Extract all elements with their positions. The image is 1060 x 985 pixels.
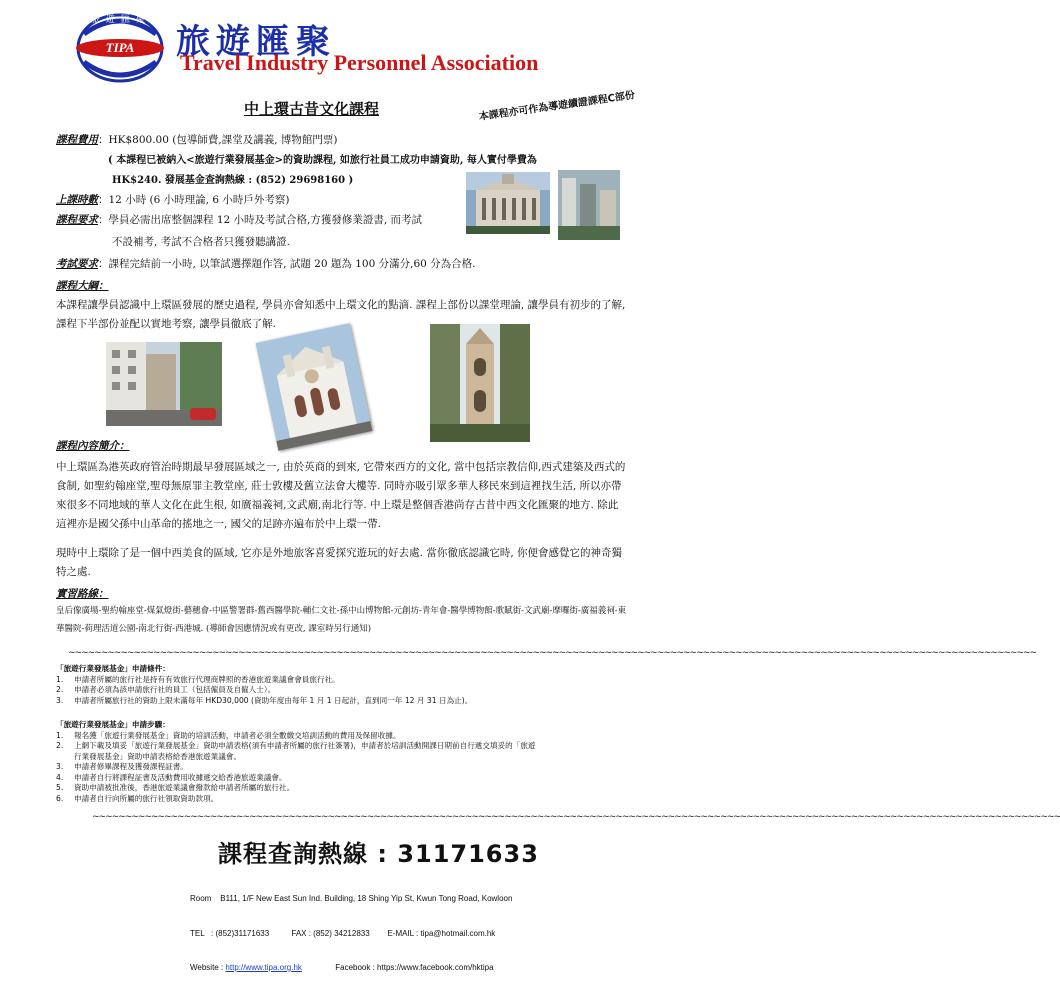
step-number: 2. <box>56 741 64 750</box>
step-text: 申請者自行將課程証書及活動費用收據遞交給香港旅遊業議會。 <box>74 772 287 782</box>
step-item <box>56 731 536 742</box>
step-item <box>56 773 536 784</box>
website-link[interactable]: http://www.tipa.org.hk <box>225 963 302 972</box>
divider-2: ~~~~~~~~~~~~~~~~~~~~~~~~~~~~~~~~~~~~~~~~~~~~~~~~~~~~~~~~~~~~~~~~~~~~~~~~~~~~~~~~~~~~~~~~~~~~~~~~~~~~~~~~~~~~~~~~~~~~~~~~~~~~~~~~~~~~~~~~~~~~~~~~~~~~ <box>92 812 1060 822</box>
req-value-2: 不設補考, 考試不合格者只獲發聽講證. <box>112 236 291 248</box>
tel-fax-email: TEL : (852)31171633 FAX : (852) 34212833 E-MAIL : tipa@hotmail.com.hk <box>190 928 496 938</box>
address: Room B111, 1/F New East Sun Ind. Building, 18 Shing Yip St, Kwun Tong Road, Kowloon <box>190 894 513 903</box>
step-text: 上網下載及填妥「旅遊行業發展基金」資助申請表格(須有申請者所屬的旅行社簽署)，申請者於培訓活動開課日期前自行遞交填妥的「旅遊 <box>74 741 536 750</box>
website-label: Website : <box>190 963 226 972</box>
fee-label: 課程費用 <box>56 134 98 146</box>
step-item <box>56 741 536 752</box>
legco-building-photo <box>466 172 550 234</box>
hours-value: ：12 小時 (6 小時理論, 6 小時戶外考察) <box>98 194 290 206</box>
condition-number: 2. <box>56 685 64 694</box>
step-item <box>56 794 536 805</box>
outline-text: 本課程讓學員認識中上環區發展的歷史過程, 學員亦會知悉中上環文化的點滴. 課程上部份以課堂理論, 讓學員有初步的了解, 課程下半部份並配以實地考察, 讓學員徹底了解. <box>56 299 626 330</box>
content-paragraph-2: 現時中上環除了是一個中西美食的區域, 它亦是外地旅客喜愛探究遊玩的好去處. 當你徹底認識它時, 你便會感覺它的神奇獨特之處. <box>56 547 623 578</box>
fee-line <box>56 132 337 149</box>
req-line <box>56 212 422 229</box>
contact-block <box>190 870 512 985</box>
fee-value: ：HK$800.00 (包導師費,課堂及講義, 博物館門票) <box>98 134 338 146</box>
step-number: 5. <box>56 783 64 792</box>
course-title: 中上環古昔文化課程 <box>244 100 380 118</box>
condition-text: 申請者必須為該申請旅行社的員工（包括僱員及自僱人士）。 <box>74 685 276 694</box>
fund-steps <box>56 720 536 804</box>
hours-label: 上課時數 <box>56 194 98 206</box>
step-text: 報名獲「旅遊行業發展基金」資助的培訓活動，申請者必須全數繳交培訓活動的費用及保留收據。 <box>74 730 401 740</box>
step-number: 4. <box>56 772 64 782</box>
exam-line <box>56 256 475 273</box>
step-text: 申請者自行向所屬的旅行社領取資助款項。 <box>74 793 219 803</box>
church-tower-photo <box>430 324 530 442</box>
condition-item <box>56 696 472 707</box>
street-photo <box>106 342 222 426</box>
central-aerial-photo <box>558 170 620 240</box>
req-value-1: ：學員必需出席整個課程 12 小時及考試合格,方獲發修業證書, 而考試 <box>98 214 423 226</box>
hotline: 課程查詢熱線 : 31171633 <box>218 840 539 868</box>
req-label: 課程要求 <box>56 214 98 226</box>
step-number: 3. <box>56 762 64 771</box>
web-line <box>190 962 512 974</box>
outline-label: 課程大綱： <box>56 280 109 292</box>
exam-value: ：課程完結前一小時, 以筆試選擇題作答, 試題 20 題為 100 分滿分,60 分為合格. <box>98 258 476 270</box>
hours-line <box>56 192 289 209</box>
content-paragraph-1: 中上環區為港英政府管治時期最早發展區域之一, 由於英商的到來, 它帶來西方的文化, 當中包括宗教信仰,西式建築及西式的食制, 如聖約翰座堂,聖母無原罪主教堂座, 莊士敦樓及舊立法會大樓等. 同時亦吸引眾多華人移民來到這裡找生活, 所以亦帶來很多不同地域的華人文化在此生根, 如廣福義祠,文武廟,南北行等. 中上環是整個香港尚存古昔中西文化匯聚的地方. 除此這裡亦是國父孫中山革命的搖地之一, 國父的足跡亦遍布於中上環一帶. <box>56 461 626 530</box>
route-label: 實習路線： <box>56 588 109 600</box>
step-text: 行業發展基金」資助申請表格給香港旅遊業議會。 <box>74 751 242 761</box>
condition-item <box>56 675 472 686</box>
fee-note-1: ( 本課程已被納入<旅遊行業發展基金>的資助課程, 如旅行社員工成功申請資助, 每人實付學費為 <box>108 155 537 166</box>
fee-note-2: HK$240. 發展基金查詢熱線 : (852) 29698160 ) <box>112 175 354 186</box>
step-item <box>56 762 536 773</box>
condition-number: 1. <box>56 674 64 684</box>
step-item <box>56 783 536 794</box>
logo-badge: TIPA <box>105 40 135 55</box>
fund-conditions <box>56 664 472 706</box>
step-text: 申請者修畢課程及獲發課程証書。 <box>74 762 188 771</box>
step-number: 6. <box>56 793 64 803</box>
divider-1: ~~~~~~~~~~~~~~~~~~~~~~~~~~~~~~~~~~~~~~~~~~~~~~~~~~~~~~~~~~~~~~~~~~~~~~~~~~~~~~~~~~~~~~~~~~~~~~~~~~~~~~~~~~~~~~~~~~~~~~~~~~~~~~~~~~~~~~~~~~~~~~~~~~~~ <box>68 648 1037 658</box>
facebook: Facebook : https://www.facebook.com/hktipa <box>301 963 494 972</box>
condition-text: 申請者所屬旅行社的資助上限未滿每年 HKD30,000 (資助年度由每年 1 月 1 日起計，直到同一年 12 月 31 日為止)。 <box>74 695 473 705</box>
step-item <box>56 752 536 763</box>
org-name-en: Travel Industry Personnel Association <box>180 50 539 75</box>
step-text: 資助申請被批准後，香港旅遊業議會撥款給申請者所屬的旅行社。 <box>74 783 295 792</box>
condition-item <box>56 685 472 696</box>
route-text: 皇后像廣場-聖約翰座堂-煤氣燈街-藝穗會-中區警署群-舊西醫學院-輔仁文社-孫中山博物館-元創坊-青年會-醫學博物館-歌賦街-文武廟-摩囉街-廣福義祠-東華醫院-荷理活道公園-南北行街-西港城. (導師會因應情況或有更改, 課室時另行通知) <box>56 606 627 634</box>
tipa-logo <box>74 12 166 84</box>
steps-title: 「旅遊行業發展基金」申請步驟： <box>56 720 170 729</box>
step-number: 1. <box>56 730 64 740</box>
cathedral-photo <box>256 323 373 451</box>
logo-ring-text: 旅遊匯聚 <box>90 15 151 25</box>
condition-text: 申請者所屬的旅行社是持有有效旅行代理商牌照的香港旅遊業議會會員旅行社。 <box>74 674 340 684</box>
condition-number: 3. <box>56 695 64 705</box>
conditions-title: 「旅遊行業發展基金」申請條件： <box>56 664 170 673</box>
exam-label: 考試要求 <box>56 258 98 270</box>
org-name-cn: 旅遊匯聚 <box>176 22 336 62</box>
content-label: 課程內容簡介： <box>56 440 130 452</box>
cpd-stamp: 本課程亦可作為導遊續證課程C部份 <box>478 90 636 123</box>
